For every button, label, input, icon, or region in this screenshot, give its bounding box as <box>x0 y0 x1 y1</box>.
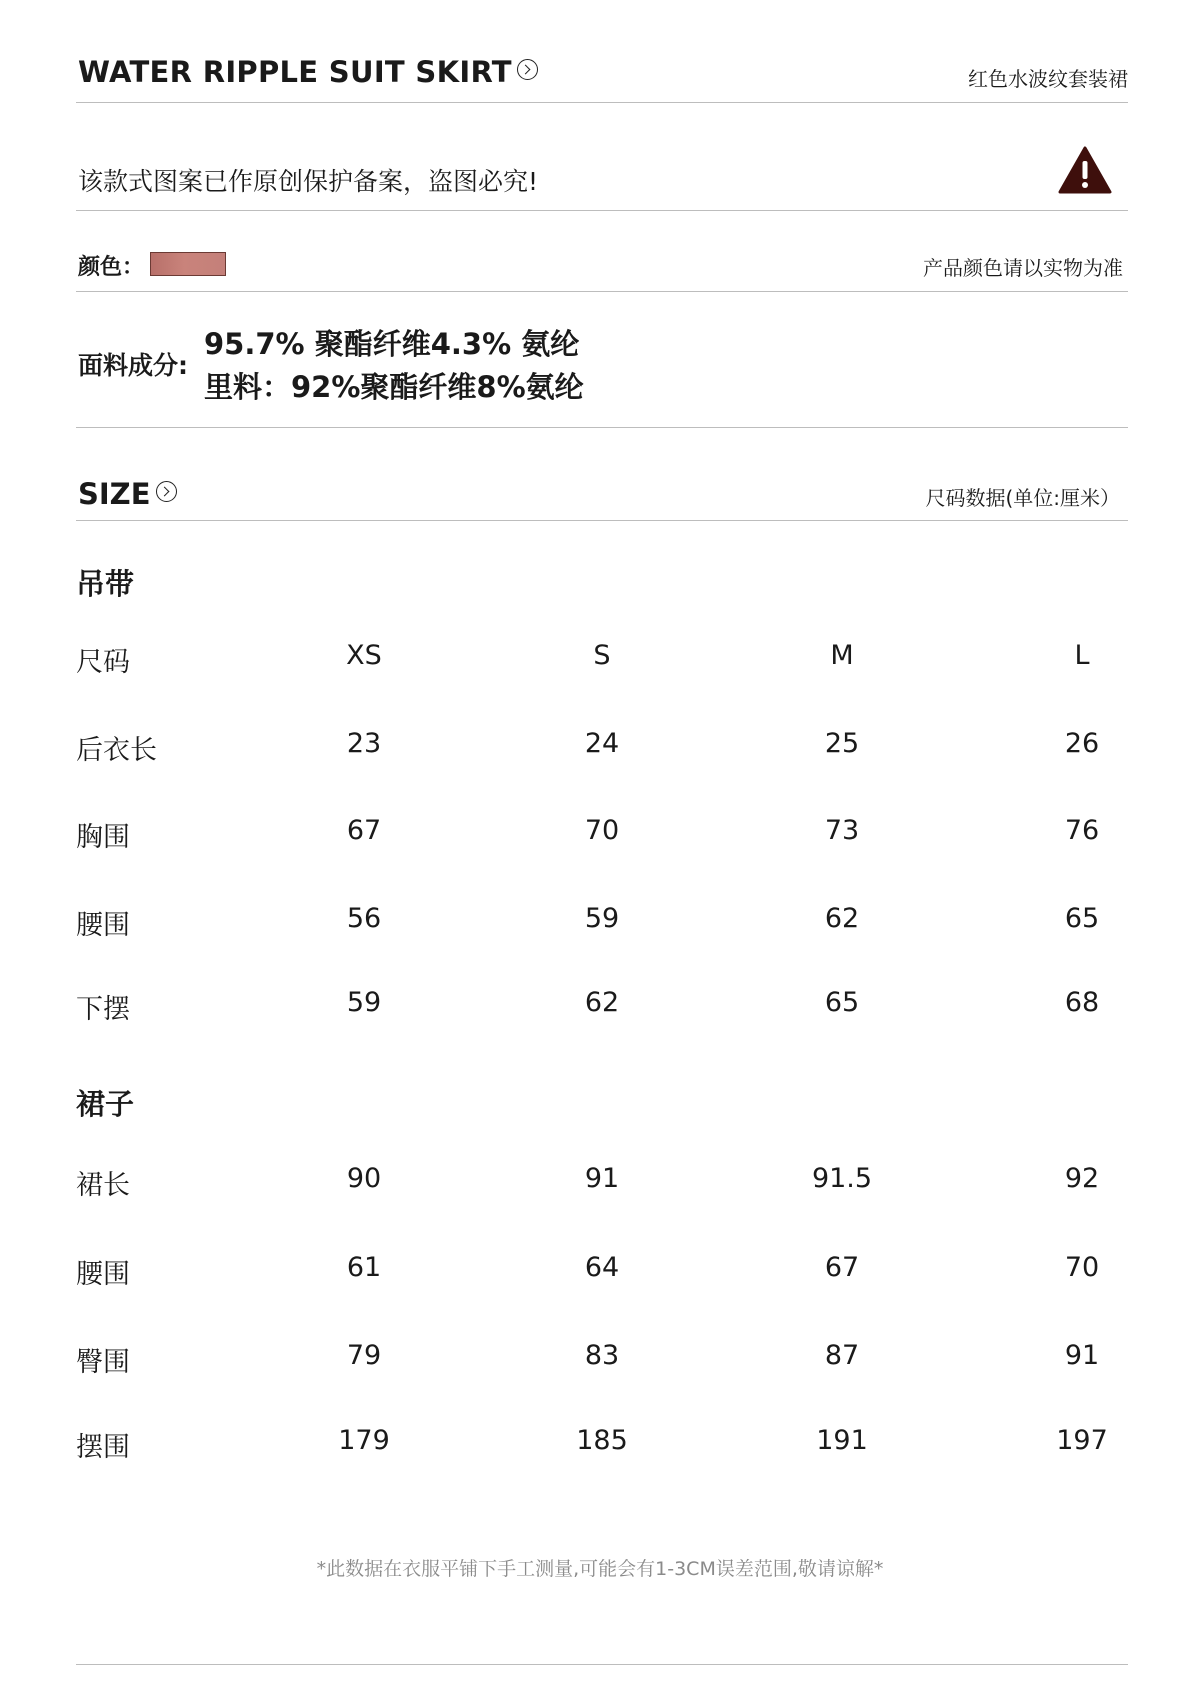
circle-arrow-icon <box>156 481 177 502</box>
table-cell: 59 <box>346 987 382 1018</box>
table-cell: 70 <box>1064 1252 1100 1283</box>
row-label: 腰围 <box>76 910 130 941</box>
row-label: 胸围 <box>76 822 130 853</box>
table-cell: 191 <box>816 1425 868 1456</box>
lining-composition: 里料：92%聚酯纤维8%氨纶 <box>204 370 584 404</box>
size-title: SIZE <box>78 477 177 511</box>
table-cell: 185 <box>576 1425 628 1456</box>
divider <box>76 520 1128 521</box>
size-l: L <box>1074 640 1090 671</box>
size-m: M <box>830 640 854 671</box>
table-cell: 65 <box>1064 903 1100 934</box>
fabric-composition: 95.7% 聚酯纤维4.3% 氨纶 <box>204 327 580 361</box>
table-cell: 67 <box>824 1252 860 1283</box>
circle-arrow-icon <box>517 59 538 80</box>
table-cell: 62 <box>584 987 620 1018</box>
table-cell: 59 <box>584 903 620 934</box>
table-cell: 65 <box>824 987 860 1018</box>
row-label: 摆围 <box>76 1432 130 1463</box>
color-note: 产品颜色请以实物为准 <box>923 256 1123 280</box>
divider <box>76 291 1128 292</box>
table-cell: 70 <box>584 815 620 846</box>
section-title-skirt: 裙子 <box>76 1087 135 1121</box>
size-unit-note: 尺码数据(单位:厘米） <box>925 486 1120 510</box>
color-label: 颜色： <box>78 255 145 280</box>
row-label: 后衣长 <box>76 735 157 766</box>
table-cell: 76 <box>1064 815 1100 846</box>
table-cell: 91 <box>1064 1340 1100 1371</box>
divider <box>76 210 1128 211</box>
row-label: 裙长 <box>76 1170 130 1201</box>
divider <box>76 1664 1128 1665</box>
size-xs: XS <box>346 640 382 671</box>
warning-triangle-icon <box>1058 146 1112 194</box>
table-cell: 83 <box>584 1340 620 1371</box>
table-cell: 68 <box>1064 987 1100 1018</box>
product-name-cn: 红色水波纹套装裙 <box>968 67 1128 91</box>
row-label: 腰围 <box>76 1259 130 1290</box>
table-cell: 73 <box>824 815 860 846</box>
copyright-notice: 该款式图案已作原创保护备案，盗图必究! <box>78 167 539 196</box>
size-s: S <box>593 640 611 671</box>
page-title: WATER RIPPLE SUIT SKIRT <box>78 55 538 89</box>
table-cell: 64 <box>584 1252 620 1283</box>
table-cell: 24 <box>584 728 620 759</box>
row-label: 下摆 <box>76 994 130 1025</box>
table-cell: 79 <box>346 1340 382 1371</box>
divider <box>76 427 1128 428</box>
table-cell: 23 <box>346 728 382 759</box>
table-cell: 91.5 <box>811 1163 873 1194</box>
table-cell: 56 <box>346 903 382 934</box>
table-cell: 26 <box>1064 728 1100 759</box>
fabric-label: 面料成分: <box>78 351 188 380</box>
table-cell: 197 <box>1056 1425 1108 1456</box>
table-cell: 91 <box>584 1163 620 1194</box>
table-cell: 62 <box>824 903 860 934</box>
table-cell: 179 <box>338 1425 390 1456</box>
table-cell: 87 <box>824 1340 860 1371</box>
measurement-footnote: *此数据在衣服平铺下手工测量,可能会有1-3CM误差范围,敬请谅解* <box>316 1558 884 1580</box>
color-swatch <box>150 252 226 276</box>
row-label: 尺码 <box>76 647 130 678</box>
table-cell: 90 <box>346 1163 382 1194</box>
table-cell: 61 <box>346 1252 382 1283</box>
section-title-top: 吊带 <box>76 567 135 601</box>
table-cell: 67 <box>346 815 382 846</box>
table-cell: 25 <box>824 728 860 759</box>
table-cell: 92 <box>1064 1163 1100 1194</box>
row-label: 臀围 <box>76 1347 130 1378</box>
divider <box>76 102 1128 103</box>
